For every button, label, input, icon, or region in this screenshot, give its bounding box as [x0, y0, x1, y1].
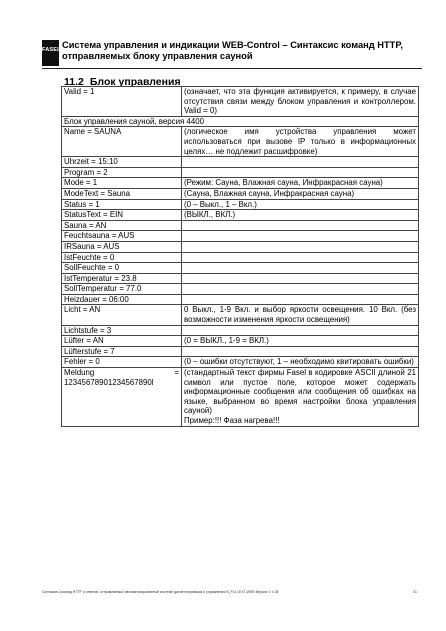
table-row	[62, 368, 419, 427]
fasel-logo: FASEL	[42, 40, 59, 66]
table-row	[62, 199, 419, 210]
meldung-param-label: Meldung =	[64, 368, 179, 378]
param-cell: Fehler = 0	[62, 357, 182, 368]
table-row	[62, 157, 419, 168]
table-row	[62, 357, 419, 368]
table-row	[62, 273, 419, 284]
description-cell	[182, 325, 419, 336]
param-cell: Licht = AN	[62, 305, 182, 325]
param-cell: Uhrzeit = 15:10	[62, 157, 182, 168]
section-title: Блок управления	[89, 76, 181, 88]
description-cell	[182, 241, 419, 252]
page-footer	[42, 590, 417, 594]
param-cell: SollTemperatur = 77.0	[62, 284, 182, 295]
description-cell	[182, 252, 419, 263]
description-cell: (Сауна, Влажная сауна, Инфракрасная сауна)	[182, 188, 419, 199]
meldung-example: Пример:!!! Фаза нагрева!!!	[184, 416, 280, 425]
meldung-param-value: 12345678901234567890l	[64, 377, 154, 387]
footer-text: Синтаксис команд HTTP и ответов, отправляемых автоматизированной системе диспетчеризации и управления В_FCU-EXT-WEB Версия V 1.08	[42, 590, 279, 594]
description-cell	[182, 294, 419, 305]
table-row	[62, 346, 419, 357]
table-row	[62, 167, 419, 178]
param-cell: Feuchtsauna = AUS	[62, 231, 182, 242]
param-cell: Program = 2	[62, 167, 182, 178]
param-cell: Heizdauer = 06:00	[62, 294, 182, 305]
table-row	[62, 220, 419, 231]
table-row	[62, 241, 419, 252]
meldung-description: (стандартный текст фирмы Fasel в кодировке ASCII длиной 21 символ или пустое поле, которое может содержать информационные сообщения или сообщения об ошибках на языке, выбранном во время настройки блока управления сауной)	[184, 368, 416, 416]
description-cell: (означает, что эта функция активируется, к примеру, в случае отсутствия связи между блоком управления и контроллером. Valid = 0)	[182, 87, 419, 117]
description-cell	[182, 273, 419, 284]
command-table	[61, 86, 419, 427]
description-cell: (0 = ВЫКЛ., 1-9 = ВКЛ.)	[182, 336, 419, 347]
version-cell: Блок управления сауной, версия 4400	[62, 116, 419, 127]
header-title-line-1: Система управления и индикации WEB-Control – Синтаксис команд HTTP,	[62, 40, 403, 50]
description-cell	[182, 167, 419, 178]
table-row	[62, 294, 419, 305]
table-row	[62, 305, 419, 325]
table-row	[62, 188, 419, 199]
table-row	[62, 178, 419, 189]
param-cell: Mode = 1	[62, 178, 182, 189]
param-cell: IstFeuchte = 0	[62, 252, 182, 263]
param-cell: Lüfter = AN	[62, 336, 182, 347]
description-cell	[182, 220, 419, 231]
param-cell: Sauna = AN	[62, 220, 182, 231]
header-divider	[42, 68, 422, 69]
param-cell	[62, 368, 182, 427]
param-cell: IstTemperatur = 23.8	[62, 273, 182, 284]
param-cell: Status = 1	[62, 199, 182, 210]
table-row	[62, 127, 419, 157]
section-number: 11.2	[64, 76, 84, 88]
param-cell: Lüfterstufe = 7	[62, 346, 182, 357]
description-cell: (Режим: Сауна, Влажная сауна, Инфракрасная сауна)	[182, 178, 419, 189]
document-header-title	[62, 40, 422, 62]
param-cell: Name = SAUNA	[62, 127, 182, 157]
param-cell: SollFeuchte = 0	[62, 263, 182, 274]
header-title-line-2: отправляемых блоку управления сауной	[62, 51, 253, 61]
table-row	[62, 87, 419, 117]
table-row	[62, 263, 419, 274]
description-cell: (0 – ошибки отсутствуют, 1 – необходимо квитировать ошибки)	[182, 357, 419, 368]
description-cell	[182, 284, 419, 295]
description-cell	[182, 368, 419, 427]
table-row	[62, 116, 419, 127]
description-cell	[182, 263, 419, 274]
table-row	[62, 284, 419, 295]
description-cell: 0 Выкл., 1-9 Вкл. и выбор яркости освещения. 10 Вкл. (без возможности изменения яркости освещения)	[182, 305, 419, 325]
param-cell: Valid = 1	[62, 87, 182, 117]
table-row	[62, 210, 419, 221]
table-row	[62, 252, 419, 263]
table-row	[62, 325, 419, 336]
param-cell: Lichtstufe = 3	[62, 325, 182, 336]
page-number: 31	[413, 590, 417, 594]
description-cell: (ВЫКЛ., ВКЛ.)	[182, 210, 419, 221]
param-cell: StatusText = EIN	[62, 210, 182, 221]
description-cell: (0 – Выкл., 1 – Вкл.)	[182, 199, 419, 210]
description-cell	[182, 157, 419, 168]
table-row	[62, 336, 419, 347]
description-cell: (логическое имя устройства управления может использоваться при вызове IP только в информационных целях… не подлежит расшифровке)	[182, 127, 419, 157]
table-row	[62, 231, 419, 242]
description-cell	[182, 231, 419, 242]
description-cell	[182, 346, 419, 357]
param-cell: IRSauna = AUS	[62, 241, 182, 252]
param-cell: ModeText = Sauna	[62, 188, 182, 199]
